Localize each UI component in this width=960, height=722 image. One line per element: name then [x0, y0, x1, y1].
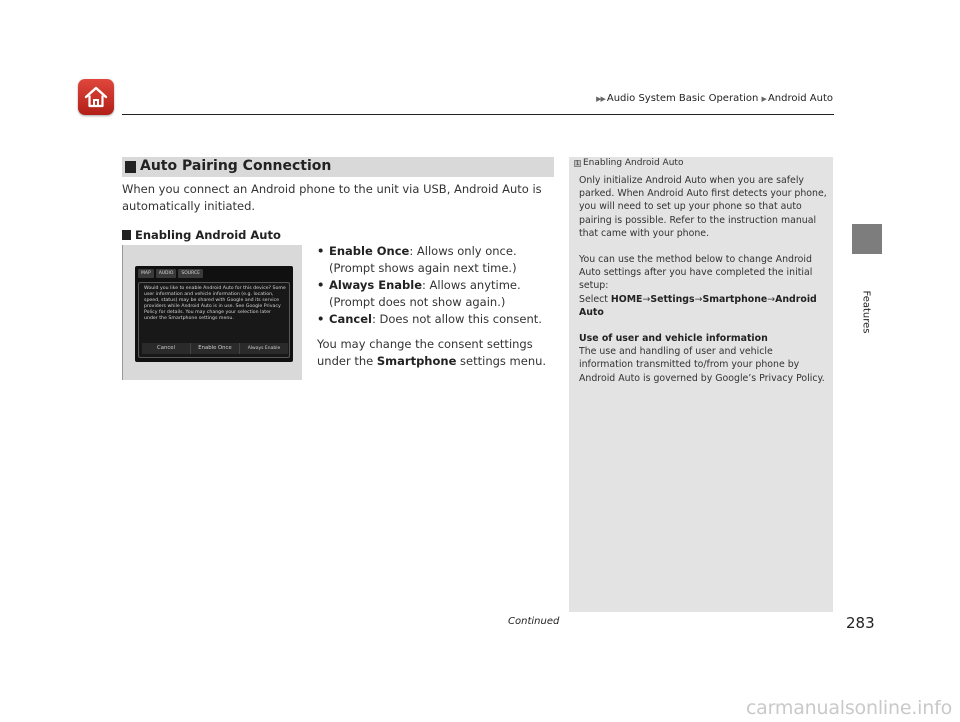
- panel-edge: [122, 245, 123, 380]
- side-note-heading: 1 Enabling Android Auto: [575, 158, 684, 168]
- breadcrumb-item[interactable]: Audio System Basic Operation: [606, 93, 759, 104]
- consent-dialog-text: Would you like to enable Android Auto for this device? Some user information and vehicle information (e.g. location, speed, status) may be shared with Google and its service providers while Android Auto is in use. See Google Privacy Policy for details. You may change your selection later under the Smartphone settings menu.: [144, 286, 286, 322]
- continued-label: Continued: [508, 616, 560, 627]
- menu-path: Select HOME→Settings→Smartphone→Android Auto: [579, 293, 817, 318]
- side-note-body: [579, 174, 829, 385]
- note-paragraph: The use and handling of user and vehicle information transmitted to/from your phone by Android Auto is governed by Google’s Privacy Policy.: [579, 346, 825, 384]
- note-paragraph: Only initialize Android Auto when you are safely parked. When Android Auto first detects your phone, you will need to set up your phone so that auto pairing is possible. Refer to the instruction manual that came with your phone.: [579, 175, 827, 239]
- consent-note: You may change the consent settings under the Smartphone settings menu.: [317, 337, 547, 368]
- page-number: 283: [846, 614, 875, 632]
- note-subheading: Use of user and vehicle information: [579, 333, 768, 345]
- home-icon: [83, 84, 109, 110]
- subsection-square-icon: [122, 230, 131, 240]
- option-enable-once: • Enable Once: Allows only once. (Prompt shows again next time.): [317, 244, 517, 275]
- breadcrumb-arrow-icon: ▶: [761, 95, 766, 103]
- screen-tab-source[interactable]: SOURCE: [178, 269, 203, 278]
- breadcrumb-arrow-icon: ▶▶: [596, 95, 605, 103]
- path-arrow-icon: →: [694, 293, 703, 305]
- option-list: [317, 243, 555, 328]
- screen-tab-map[interactable]: MAP: [138, 269, 154, 278]
- path-arrow-icon: →: [642, 293, 651, 305]
- bullet-icon: •: [317, 244, 325, 258]
- always-enable-button[interactable]: Always Enable: [240, 343, 288, 354]
- note-paragraph: You can use the method below to change Android Auto settings after you have completed the initial setup:: [579, 254, 813, 292]
- section-square-icon: [125, 161, 136, 173]
- option-always-enable: • Always Enable: Allows anytime. (Prompt does not show again.): [317, 278, 521, 309]
- chapter-label: Features: [860, 290, 872, 334]
- path-arrow-icon: →: [767, 293, 776, 305]
- bullet-icon: •: [317, 278, 325, 292]
- watermark: carmanualsonline.info: [745, 697, 952, 719]
- cancel-button[interactable]: Cancel: [142, 343, 191, 354]
- enable-once-button[interactable]: Enable Once: [191, 343, 240, 354]
- head-unit-screen: [135, 266, 293, 362]
- intro-text: When you connect an Android phone to the unit via USB, Android Auto is automatically initiated.: [122, 182, 542, 213]
- screenshot-panel: [122, 245, 302, 380]
- screen-tabs: [138, 269, 203, 278]
- subsection-heading: Enabling Android Auto: [122, 228, 281, 242]
- home-button[interactable]: [78, 79, 114, 115]
- option-cancel: • Cancel: Does not allow this consent.: [317, 312, 542, 326]
- bullet-icon: •: [317, 312, 325, 326]
- section-title: Auto Pairing Connection: [140, 158, 332, 174]
- breadcrumb: [596, 93, 833, 104]
- note-marker-icon: 1: [575, 160, 580, 167]
- breadcrumb-item[interactable]: Android Auto: [767, 93, 833, 104]
- consent-dialog: [138, 282, 290, 358]
- header-divider: [122, 114, 834, 115]
- screen-tab-audio[interactable]: AUDIO: [156, 269, 177, 278]
- section-header: [122, 157, 554, 177]
- side-note-panel: [569, 157, 833, 612]
- chapter-tab[interactable]: [852, 224, 882, 254]
- consent-dialog-buttons: [142, 343, 288, 354]
